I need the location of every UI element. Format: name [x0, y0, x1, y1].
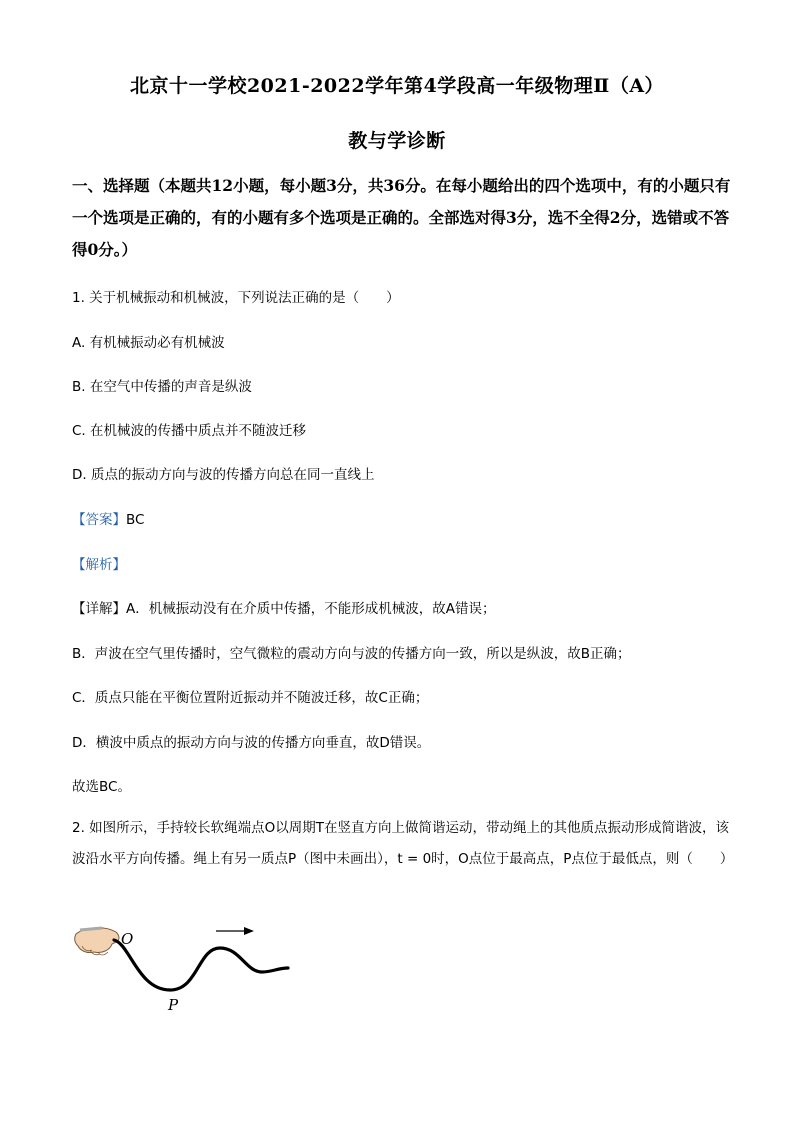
question-1-option-c: C. 在机械波的传播中质点并不随波迁移 [72, 423, 307, 439]
hand-illustration [75, 928, 119, 955]
question-1-stem: 1. 关于机械振动和机械波，下列说法正确的是（ ） [72, 290, 400, 306]
wave-diagram [72, 920, 312, 1020]
question-1-option-b: B. 在空气中传播的声音是纵波 [72, 379, 252, 395]
detail-text-b: B．声波在空气里传播时，空气微粒的震动方向与波的传播方向一致，所以是纵波，故B正确； [72, 646, 631, 662]
label-p: P [168, 996, 179, 1014]
detail-row-a [72, 597, 495, 617]
answer-tag: 【答案】 [72, 512, 126, 528]
detail-text-a: A．机械振动没有在介质中传播，不能形成机械波，故A错误； [126, 601, 496, 617]
analysis-tag: 【解析】 [72, 557, 126, 573]
section-heading: 一、选择题（本题共12小题，每小题3分，共36分。在每小题给出的四个选项中，有的小题只有一个选项是正确的，有的小题有多个选项是正确的。全部选对得3分，选不全得2分，选错或不答得0分。） [72, 176, 731, 259]
question-1-option-d: D. 质点的振动方向与波的传播方向总在同一直线上 [72, 467, 375, 483]
question-2-stem: 2. 如图所示，手持较长软绳端点O以周期T在竖直方向上做简谐运动，带动绳上的其他质点振动形成简谐波，该波沿水平方向传播。绳上有另一质点P（图中未画出），t = 0时，O点位于最高点，P点位于最低点，则（ ） [72, 820, 734, 867]
conclusion: 故选BC。 [72, 779, 131, 795]
wave-figure [72, 920, 312, 1020]
answer-value: BC [126, 512, 145, 528]
label-o: O [121, 930, 134, 948]
detail-text-d: D．横波中质点的振动方向与波的传播方向垂直，故D错误。 [72, 735, 431, 751]
detail-tag: 【详解】 [72, 601, 126, 617]
answer-row [72, 508, 144, 528]
page-title: 北京十一学校2021-2022学年第4学段高一年级物理Ⅱ（A） [129, 75, 665, 97]
page-subtitle: 教与学诊断 [348, 130, 446, 152]
propagation-arrow-icon [216, 927, 254, 935]
detail-text-c: C．质点只能在平衡位置附近振动并不随波迁移，故C正确； [72, 690, 429, 706]
question-1-option-a: A. 有机械振动必有机械波 [72, 335, 225, 351]
rope-wave [114, 940, 288, 990]
